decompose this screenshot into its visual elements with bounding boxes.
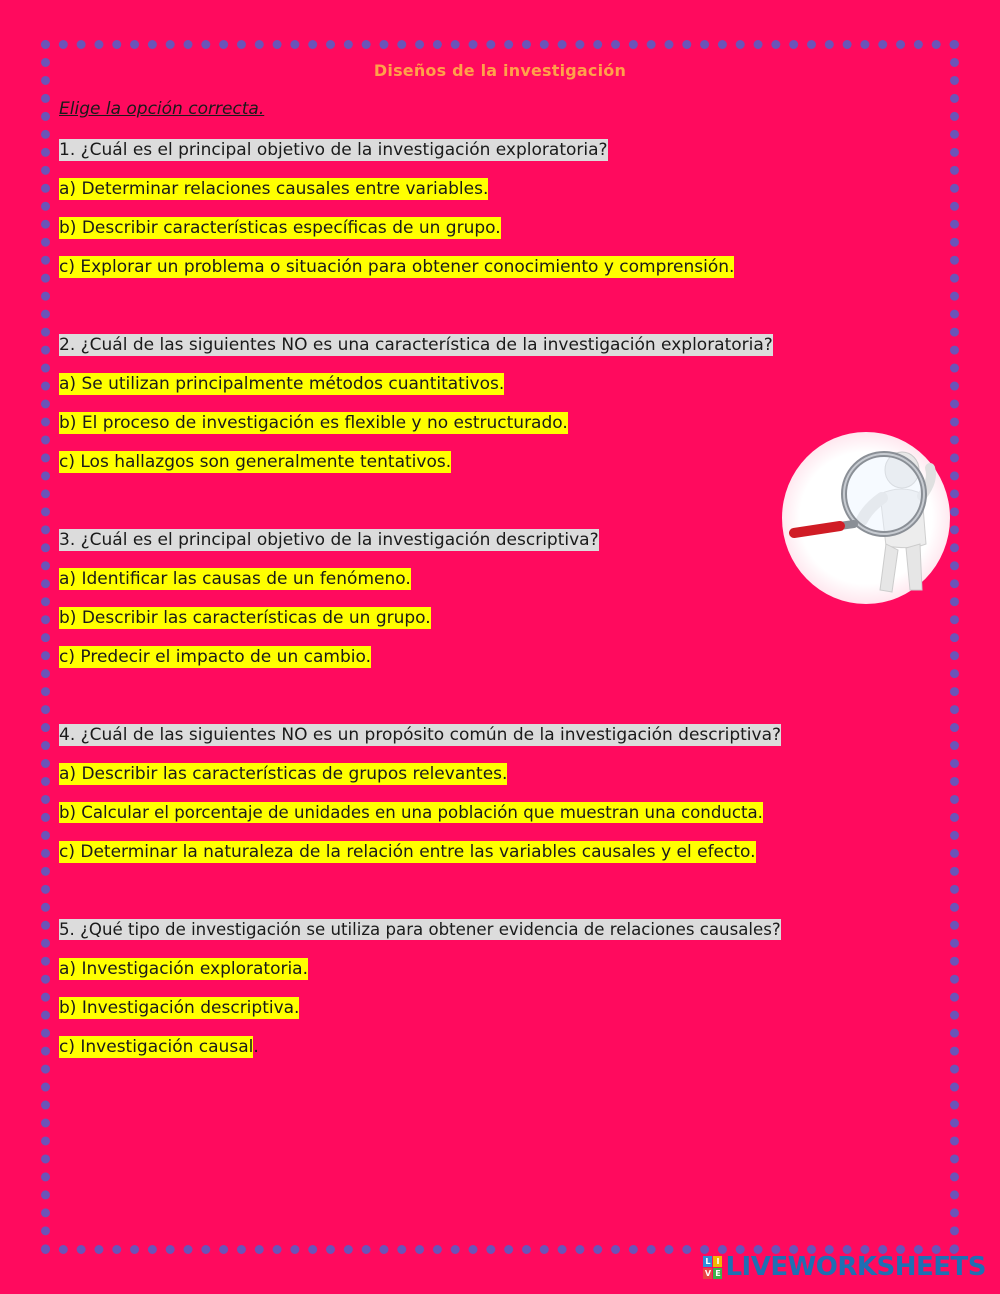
question-4-option-b[interactable]: b) Calcular el porcentaje de unidades en una población que muestran una conducta. <box>59 803 763 822</box>
question-1-option-a[interactable]: a) Determinar relaciones causales entre variables. <box>59 179 489 199</box>
question-3: 3. ¿Cuál es el principal objetivo de la investigación descriptiva? <box>59 530 599 550</box>
person-magnifying-glass-icon <box>782 432 950 604</box>
question-2-option-c[interactable]: c) Los hallazgos son generalmente tentativos. <box>59 452 452 472</box>
question-4-option-a[interactable]: a) Describir las características de grupos relevantes. <box>59 764 508 784</box>
question-3-option-b[interactable]: b) Describir las características de un grupo. <box>59 608 431 628</box>
question-3-option-c[interactable]: c) Predecir el impacto de un cambio. <box>59 647 371 667</box>
question-2-option-b[interactable]: b) El proceso de investigación es flexible y no estructurado. <box>59 413 568 433</box>
question-4: 4. ¿Cuál de las siguientes NO es un propósito común de la investigación descriptiva? <box>59 725 782 745</box>
question-5: 5. ¿Qué tipo de investigación se utiliza para obtener evidencia de relaciones causales? <box>59 920 781 939</box>
question-2-option-a[interactable]: a) Se utilizan principalmente métodos cuantitativos. <box>59 374 505 394</box>
question-1-option-c[interactable]: c) Explorar un problema o situación para obtener conocimiento y comprensión. <box>59 257 735 277</box>
question-5-option-b[interactable]: b) Investigación descriptiva. <box>59 998 300 1018</box>
watermark-text: LIVEWORKSHEETS <box>725 1252 986 1282</box>
liveworksheets-logo-icon: L I V E <box>704 1256 721 1278</box>
instruction-text: Elige la opción correcta. <box>59 99 265 119</box>
worksheet-title: Diseños de la investigación <box>373 61 627 80</box>
question-1: 1. ¿Cuál es el principal objetivo de la investigación exploratoria? <box>59 140 608 160</box>
question-2: 2. ¿Cuál de las siguientes NO es una característica de la investigación exploratoria? <box>59 335 773 355</box>
liveworksheets-watermark[interactable] <box>703 1252 986 1282</box>
question-5-option-c[interactable]: c) Investigación causal. <box>59 1037 259 1057</box>
question-1-option-b[interactable]: b) Describir características específicas de un grupo. <box>59 218 501 238</box>
question-3-option-a[interactable]: a) Identificar las causas de un fenómeno. <box>59 569 411 589</box>
question-5-option-a[interactable]: a) Investigación exploratoria. <box>59 959 309 979</box>
question-4-option-c[interactable]: c) Determinar la naturaleza de la relación entre las variables causales y el efecto. <box>59 842 756 862</box>
